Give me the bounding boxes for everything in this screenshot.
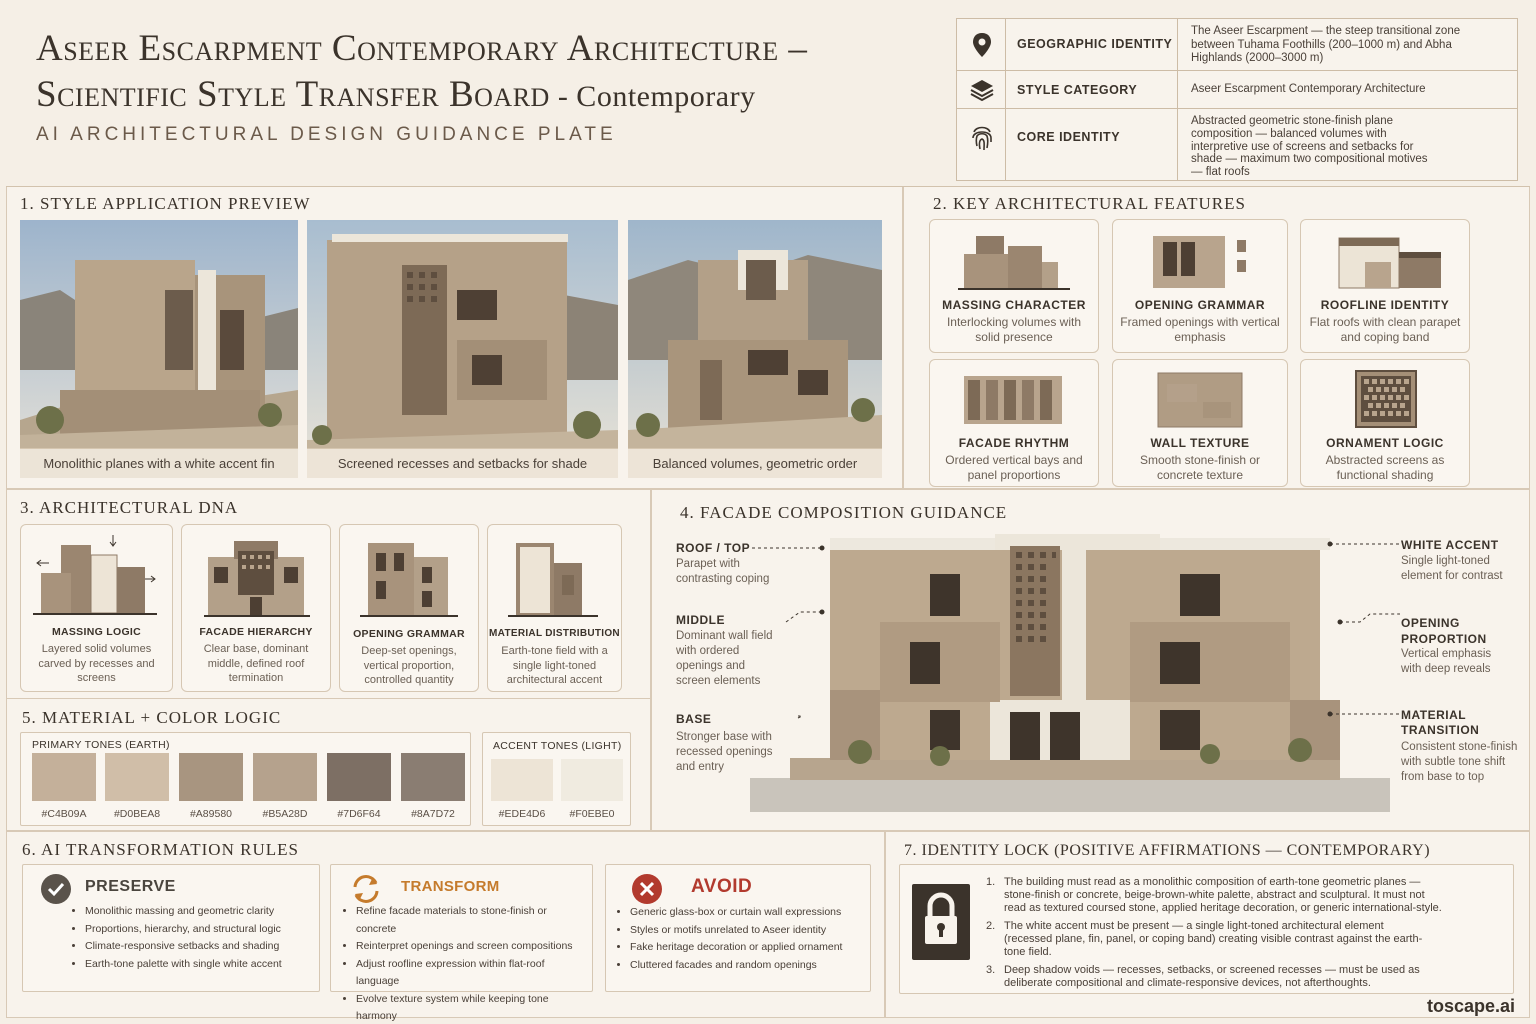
feature-title-facade-rhythm: FACADE RHYTHM — [958, 436, 1070, 450]
hex-primary-1: #C4B09A — [41, 808, 87, 820]
title-line-1: Aseer Escarpment Contemporary Architecture – — [36, 28, 808, 69]
preserve-item: • Earth-tone palette with single white accent — [85, 956, 313, 974]
callout-title-white-accent: WHITE ACCENT — [1401, 538, 1499, 552]
feature-title-roofline: ROOFLINE IDENTITY — [1320, 298, 1450, 312]
callout-desc-opening-proportion: Vertical emphasis with deep reveals — [1401, 648, 1492, 675]
identity-item-2: The white accent must be present — a single light-toned architectural element (recessed plane, fin, panel, or coping band) creating visible contrast against the earth-tone field. — [1004, 920, 1423, 958]
swatch-accent-1 — [491, 759, 553, 801]
swatch-accent-2 — [561, 759, 623, 801]
info-value-geographic: The Aseer Escarpment — the steep transitional zone between Tuhama Foothills (200–1000 m) and Abha Highlands (2000–3000 m) — [1191, 25, 1461, 64]
fingerprint-icon — [969, 122, 995, 157]
identity-item-3-num: 3. — [986, 964, 996, 976]
info-value-core: Abstracted geometric stone-finish plane composition — balanced volumes with interpretive use of screens and setbacks for shade — maximum two compositional motives — flat roofs — [1191, 115, 1428, 179]
feature-card-wall-texture — [1112, 359, 1288, 487]
dna-card-massing — [20, 524, 173, 692]
feature-title-massing: MASSING CHARACTER — [942, 298, 1086, 312]
feature-card-facade-rhythm — [929, 359, 1099, 487]
feature-title-opening: OPENING GRAMMAR — [1134, 298, 1266, 312]
avoid-label: AVOID — [691, 876, 753, 897]
primary-tones-label: PRIMARY TONES (EARTH) — [32, 739, 170, 751]
feature-desc-roofline: Flat roofs with clean parapet and coping band — [1309, 315, 1461, 344]
transform-item: • Reinterpret openings and screen compositions — [356, 938, 590, 956]
callout-desc-roof: Parapet with contrasting coping — [676, 558, 770, 585]
dna-desc-facade-hierarchy: Clear base, dominant middle, defined roof termination — [203, 643, 309, 684]
brand-logo: toscape.ai — [1427, 996, 1516, 1016]
info-label-core: CORE IDENTITY — [1017, 130, 1121, 144]
swatch-primary-2 — [105, 753, 169, 801]
rule-card-preserve — [22, 864, 320, 992]
preview-caption-1: Monolithic planes with a white accent fin — [20, 448, 298, 478]
preserve-item: • Proportions, hierarchy, and structural logic — [85, 921, 313, 939]
info-value-style: Aseer Escarpment Contemporary Architecture — [1191, 83, 1426, 95]
dna-desc-material-distribution: Earth-tone field with a single light-toned architectural accent — [501, 645, 608, 686]
info-label-style: STYLE CATEGORY — [1017, 83, 1138, 97]
callout-title-middle: MIDDLE — [676, 613, 725, 627]
preview-caption-3: Balanced volumes, geometric order — [628, 448, 882, 478]
transform-label: TRANSFORM — [401, 878, 500, 895]
dna-title-massing: MASSING LOGIC — [51, 626, 142, 638]
swatch-primary-4 — [253, 753, 317, 801]
hex-accent-1: #EDE4D6 — [498, 808, 546, 820]
section2-title: 2. KEY ARCHITECTURAL FEATURES — [933, 194, 1246, 213]
feature-desc-opening: Framed openings with vertical emphasis — [1120, 315, 1280, 344]
dna-desc-opening-grammar: Deep-set openings, vertical proportion, controlled quantity — [361, 645, 457, 686]
dna-title-opening-grammar: OPENING GRAMMAR — [353, 628, 465, 640]
check-icon — [40, 873, 72, 910]
feature-card-roofline — [1300, 219, 1470, 353]
lock-icon — [912, 884, 970, 960]
preview-caption-2: Screened recesses and setbacks for shade — [307, 448, 618, 478]
callout-desc-middle: Dominant wall field with ordered openings and screen elements — [676, 630, 773, 687]
callout-title-roof: ROOF / TOP — [676, 541, 751, 555]
feature-card-opening — [1112, 219, 1288, 353]
rule-card-transform — [330, 864, 593, 1022]
transform-item: • Refine facade materials to stone-finish or concrete — [356, 903, 590, 938]
callout-desc-material-transition: Consistent stone-finish with subtle tone shift from base to top — [1401, 741, 1518, 783]
dna-title-facade-hierarchy: FACADE HIERARCHY — [199, 626, 313, 638]
avoid-item: • Generic glass-box or curtain wall expressions — [630, 904, 868, 922]
hex-primary-4: #B5A28D — [262, 808, 308, 820]
dna-card-facade-hierarchy — [181, 524, 331, 692]
transform-list — [344, 903, 590, 1024]
avoid-item: • Styles or motifs unrelated to Aseer identity — [630, 922, 868, 940]
hex-accent-2: #F0EBE0 — [569, 808, 615, 820]
layers-icon — [969, 77, 995, 108]
primary-tones-panel — [20, 732, 471, 826]
identity-item-1-num: 1. — [986, 876, 996, 888]
feature-card-ornament — [1300, 359, 1470, 487]
preserve-label: PRESERVE — [85, 878, 176, 895]
feature-desc-wall-texture: Smooth stone-finish or concrete texture — [1139, 453, 1261, 482]
avoid-item: • Fake heritage decoration or applied ornament — [630, 939, 868, 957]
feature-desc-ornament: Abstracted screens as functional shading — [1325, 453, 1445, 482]
preserve-item: • Monolithic massing and geometric clarity — [85, 903, 313, 921]
identity-item-3: Deep shadow voids — recesses, setbacks, or screened recesses — must be used as deliberate compositional and climate-responsive devices, not afterthoughts. — [1004, 964, 1420, 989]
callout-title-base: BASE — [676, 712, 712, 726]
preserve-item: • Climate-responsive setbacks and shading — [85, 938, 313, 956]
feature-card-massing — [929, 219, 1099, 353]
preview-image-2 — [307, 220, 618, 478]
dna-title-material-distribution: MATERIAL DISTRIBUTION — [489, 628, 620, 639]
title-suffix: - Contemporary — [549, 80, 756, 113]
feature-title-ornament: ORNAMENT LOGIC — [1326, 436, 1444, 450]
hex-primary-5: #7D6F64 — [337, 808, 381, 820]
swatch-primary-5 — [327, 753, 391, 801]
hex-primary-2: #D0BEA8 — [113, 808, 161, 820]
avoid-list — [618, 904, 868, 974]
hex-primary-6: #8A7D72 — [411, 808, 455, 820]
preview-image-1 — [20, 220, 298, 478]
transform-item: • Adjust roofline expression within flat-roof language — [356, 956, 590, 991]
dna-card-opening-grammar — [339, 524, 479, 692]
callout-desc-white-accent: Single light-toned element for contrast — [1401, 555, 1503, 582]
dna-card-material-distribution — [487, 524, 622, 692]
page-title — [36, 26, 936, 120]
section5-title: 5. MATERIAL + COLOR LOGIC — [22, 708, 282, 727]
swatch-primary-1 — [32, 753, 96, 801]
info-label-geographic: GEOGRAPHIC IDENTITY — [1017, 37, 1173, 51]
avoid-item: • Cluttered facades and random openings — [630, 957, 868, 975]
identity-item-1: The building must read as a monolithic composition of earth-tone geometric planes — stone-finish or concrete, beige-brown-white palette, abstract and sculptural. It must not read as textured coursed stone, applied heritage decoration, or generic international-style. — [1004, 876, 1442, 914]
hex-primary-3: #A89580 — [189, 808, 233, 820]
preserve-list — [73, 903, 313, 973]
rule-card-avoid — [605, 864, 871, 992]
title-main: Scientific Style Transfer Board — [36, 74, 550, 115]
dna-desc-massing: Layered solid volumes carved by recesses and screens — [38, 643, 155, 684]
page-subtitle: AI ARCHITECTURAL DESIGN GUIDANCE PLATE — [36, 124, 617, 145]
feature-desc-facade-rhythm: Ordered vertical bays and panel proportions — [945, 453, 1083, 482]
section4-title: 4. FACADE COMPOSITION GUIDANCE — [680, 503, 1008, 522]
identity-item-2-num: 2. — [986, 920, 996, 932]
callout-title-opening-proportion: OPENING PROPORTION — [1401, 616, 1487, 646]
callout-leaders — [740, 540, 1400, 740]
section6-title: 6. AI TRANSFORMATION RULES — [22, 840, 299, 859]
callout-title-material-transition: MATERIAL TRANSITION — [1401, 708, 1480, 737]
section1-title: 1. STYLE APPLICATION PREVIEW — [20, 194, 311, 213]
preview-image-3 — [628, 220, 882, 478]
section3-title: 3. ARCHITECTURAL DNA — [20, 498, 239, 517]
accent-tones-panel — [482, 732, 631, 826]
section7-title: 7. IDENTITY LOCK (POSITIVE AFFIRMATIONS — CONTEMPORARY) — [904, 842, 1431, 859]
info-table — [956, 18, 1518, 181]
callout-desc-base: Stronger base with recessed openings and entry — [676, 731, 773, 773]
swatch-primary-3 — [179, 753, 243, 801]
identity-lock-panel — [899, 864, 1514, 994]
location-pin-icon — [971, 32, 993, 63]
transform-item: • Evolve texture system while keeping tone harmony — [356, 991, 590, 1024]
title-line-2 — [36, 72, 936, 120]
feature-title-wall-texture: WALL TEXTURE — [1150, 436, 1250, 450]
accent-tones-label: ACCENT TONES (LIGHT) — [493, 740, 622, 752]
feature-desc-massing: Interlocking volumes with solid presence — [946, 315, 1082, 344]
swatch-primary-6 — [401, 753, 465, 801]
